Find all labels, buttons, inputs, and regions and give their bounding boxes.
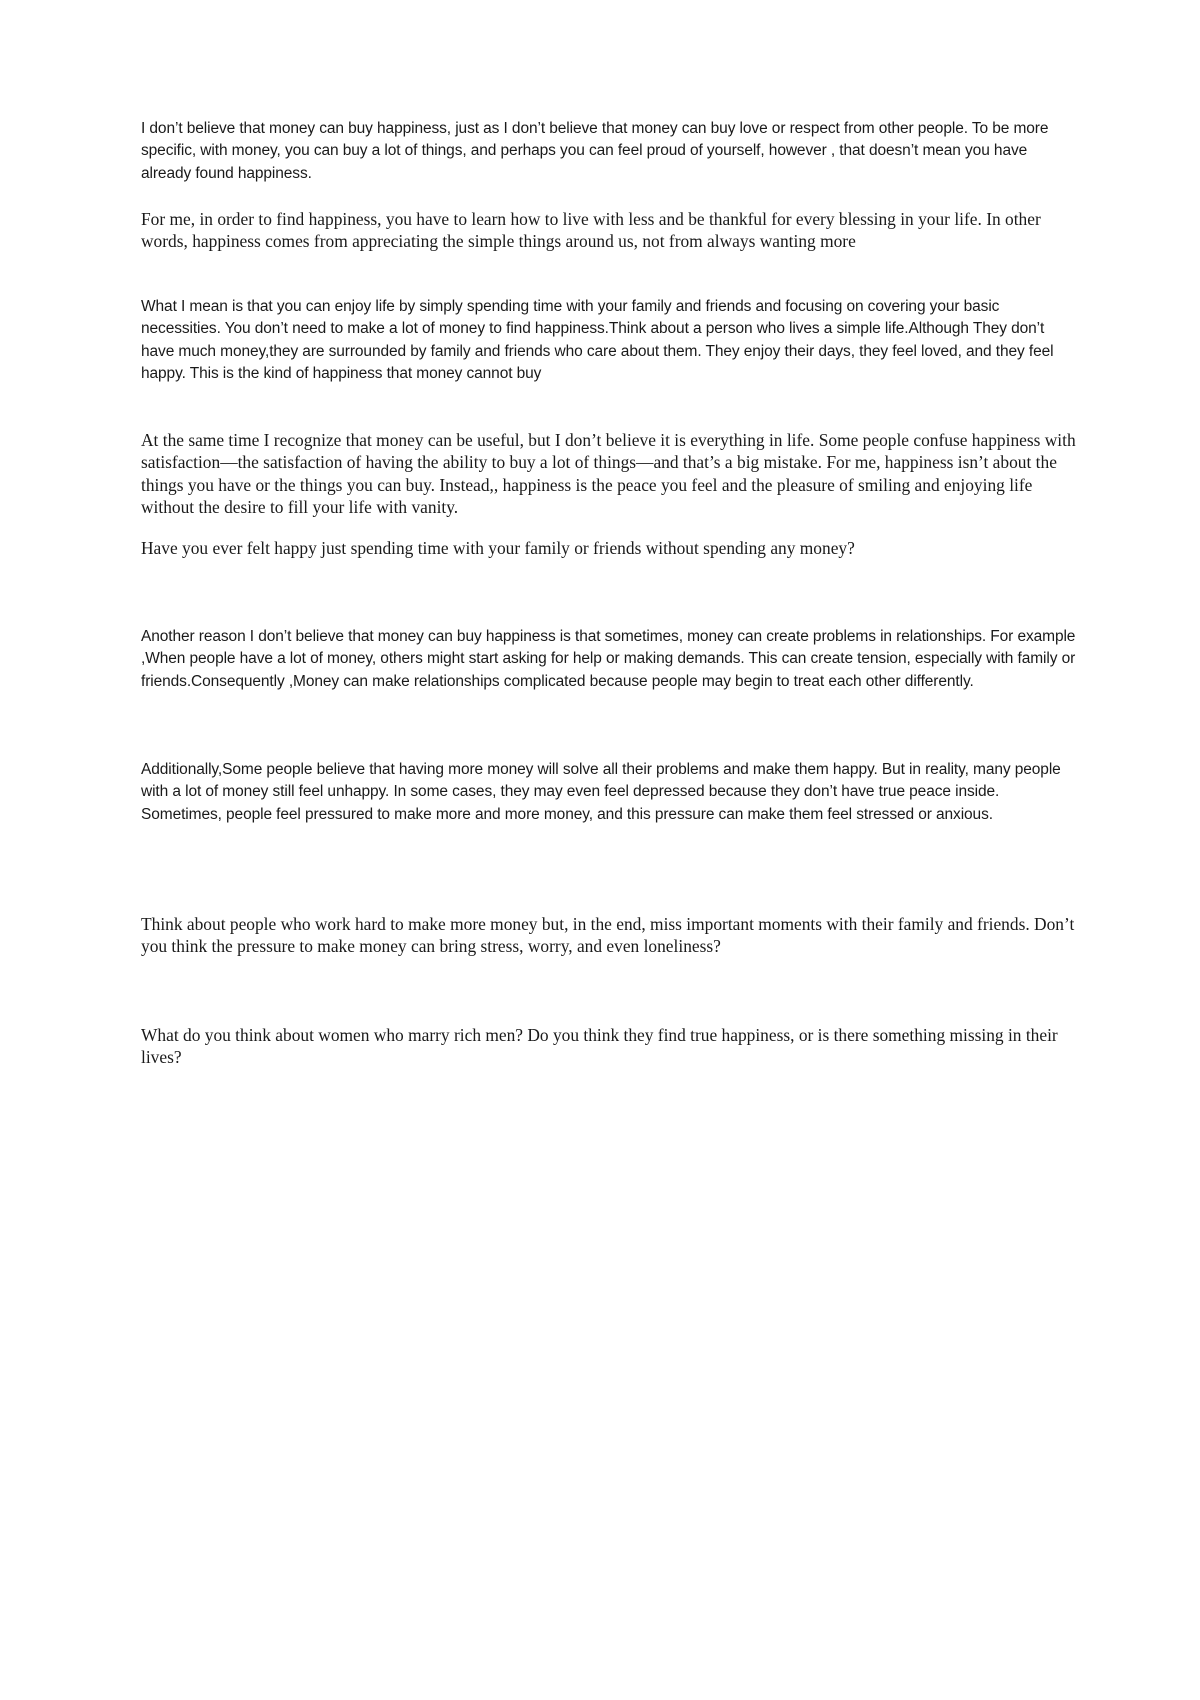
paragraph-money-useful: At the same time I recognize that money can be useful, but I don’t believe it is everything in life. Some people confuse happiness with satisfaction—the satisfaction of having the ability to buy a lot of things—and that’s a big mistake. For me, happiness isn’t about the things you have or the things you can buy. Instead,, happiness is the peace you feel and the pleasure of smiling and enjoying life without the desire to fill your life with vanity. — [141, 430, 1076, 517]
paragraph-work-hard: Think about people who work hard to make more money but, in the end, miss important moments with their family and friends. Don’t you think the pressure to make money can bring stress, worry, and even loneliness? — [141, 914, 1075, 957]
paragraph-intro: I don’t believe that money can buy happiness, just as I don’t believe that money can buy love or respect from other people. To be more specific, with money, you can buy a lot of things, and perhaps you can feel proud of yourself, however , that doesn’t mean you have already found happiness. — [141, 120, 1049, 182]
paragraph-question-rich-men: What do you think about women who marry rich men? Do you think they find true happiness, or is there something missing in their lives? — [141, 1025, 1058, 1068]
paragraph-pressure: Additionally,Some people believe that having more money will solve all their problems and make them happy. But in reality, many people with a lot of money still feel unhappy. In some cases, they may even feel depressed because they don’t have true peace inside. Sometimes, people feel pressured to make more and more money, and this pressure can make them feel stressed or anxious. — [141, 761, 1061, 823]
paragraph-living-with-less: For me, in order to find happiness, you have to learn how to live with less and be thankful for every blessing in your life. In other words, happiness comes from appreciating the simple things around us, not from always wanting more — [141, 209, 1041, 252]
paragraph-simple-life: What I mean is that you can enjoy life by simply spending time with your family and friends and focusing on covering your basic necessities. You don’t need to make a lot of money to find happiness.Think about a person who lives a simple life.Although They don’t have much money,they are surrounded by family and friends who care about them. They enjoy their days, they feel loved, and they feel happy. This is the kind of happiness that money cannot buy — [141, 298, 1054, 382]
paragraph-relationships: Another reason I don’t believe that money can buy happiness is that sometimes, money can create problems in relationships. For example ,When people have a lot of money, others might start asking for help or making demands. This can create tension, especially with family or friends.Consequently ,Money can make relationships complicated because people may begin to treat each other differently. — [141, 628, 1076, 690]
paragraph-question-happy: Have you ever felt happy just spending time with your family or friends without spending any money? — [141, 538, 855, 558]
